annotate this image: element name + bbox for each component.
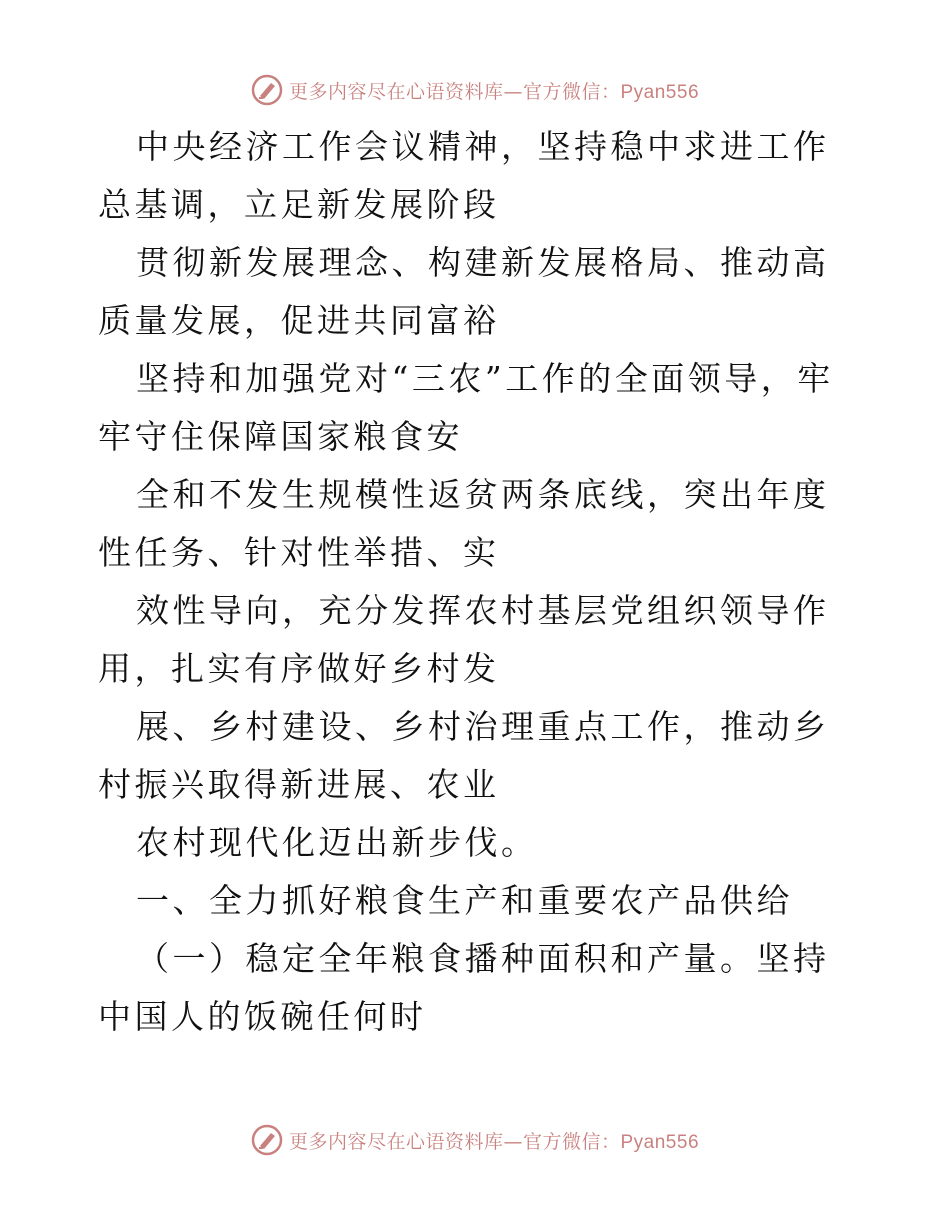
seal-logo-icon [251, 74, 283, 106]
document-body [98, 118, 858, 1046]
paragraph: 坚持和加强党对“三农”工作的全面领导，牢牢守住保障国家粮食安 [98, 359, 834, 456]
paragraph: 农村现代化迈出新步伐。 [136, 823, 538, 862]
paragraph: 中央经济工作会议精神，坚持稳中求进工作总基调，立足新发展阶段 [98, 127, 830, 224]
watermark-text: 更多内容尽在心语资料库—官方微信：Pyan556 [288, 80, 700, 103]
paragraph: 效性导向，充分发挥农村基层党组织领导作用，扎实有序做好乡村发 [98, 591, 830, 688]
paragraph: 展、乡村建设、乡村治理重点工作，推动乡村振兴取得新进展、农业 [98, 707, 830, 804]
paragraph: 贯彻新发展理念、构建新发展格局、推动高质量发展，促进共同富裕 [98, 243, 830, 340]
header-watermark [0, 72, 950, 108]
paragraph: （一）稳定全年粮食播种面积和产量。坚持中国人的饭碗任何时 [98, 939, 830, 1036]
paragraph: 全和不发生规模性返贫两条底线，突出年度性任务、针对性举措、实 [98, 475, 830, 572]
section-heading: 一、全力抓好粮食生产和重要农产品供给 [136, 881, 793, 920]
seal-logo-icon [251, 1124, 283, 1156]
footer-watermark [0, 1122, 950, 1158]
watermark-text: 更多内容尽在心语资料库—官方微信：Pyan556 [288, 1130, 700, 1153]
